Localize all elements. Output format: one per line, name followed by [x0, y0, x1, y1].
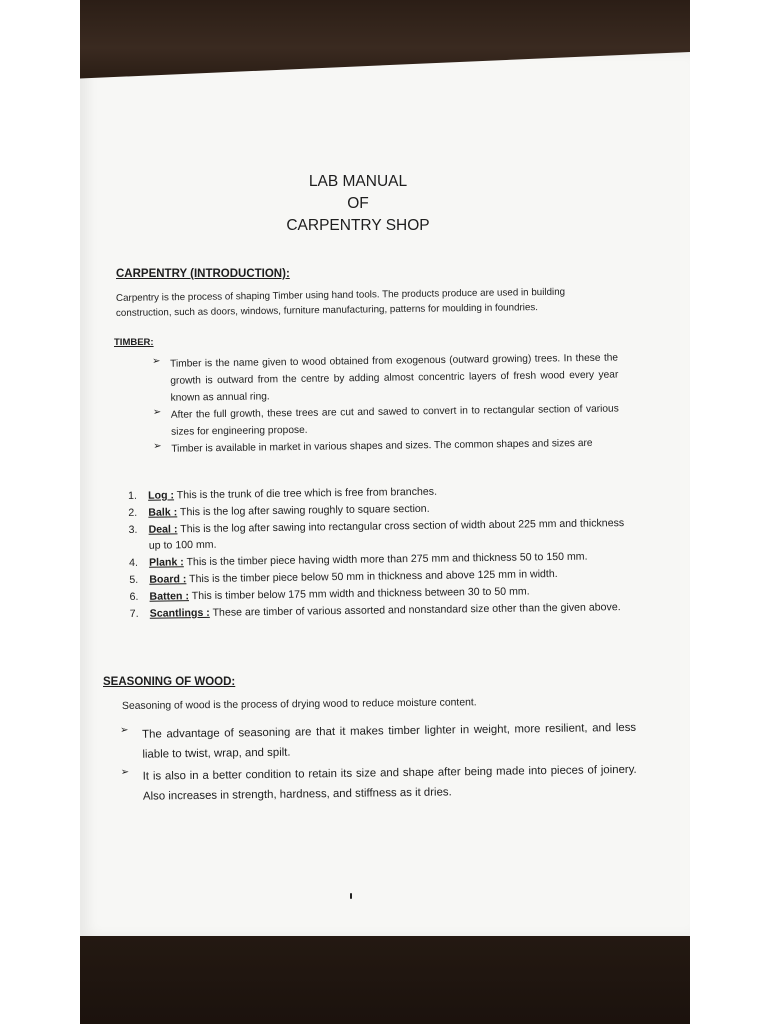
seasoning-bullet: [121, 760, 640, 807]
timber-bullet-text: Timber is the name given to wood obtained from exogenous (outward growing) trees. In these the growth is outward from the centre by adding almost concentric layers of fresh wood every year known as annual ring.: [170, 352, 619, 404]
shape-number: 4.: [128, 556, 138, 569]
shape-term: Log :: [148, 489, 175, 502]
seasoning-bullet-list: [120, 718, 639, 807]
shape-description: This is the timber piece having width more than 275 mm and thickness 50 to 150 mm.: [183, 550, 588, 569]
shape-term: Scantlings :: [149, 606, 210, 620]
shape-number: 3.: [128, 523, 138, 536]
timber-bullet: [152, 349, 623, 407]
shape-number: 1.: [128, 489, 138, 502]
timber-bullet-text: After the full growth, these trees are cut and sawed to convert in to rectangular section of various sizes for engineering propose.: [170, 403, 619, 438]
shape-description: This is the log after sawing roughly to square section.: [177, 502, 430, 519]
shape-term: Board :: [149, 573, 187, 586]
shape-number: 6.: [129, 590, 139, 603]
shape-description: This is the trunk of die tree which is free from branches.: [173, 485, 438, 502]
seasoning-bullet: [120, 718, 639, 765]
timber-bullet-list: [152, 349, 623, 458]
shape-term: Plank :: [148, 556, 184, 569]
title-line-3: CARPENTRY SHOP: [286, 217, 430, 234]
intro-para-line-1: Carpentry is the process of shaping Timber using hand tools. The products produce are used in building: [115, 286, 566, 304]
arrow-bullet-icon: ➢: [120, 766, 130, 778]
title-line-2: OF: [347, 195, 369, 212]
arrow-bullet-icon: ➢: [153, 440, 162, 452]
shape-term: Batten :: [149, 590, 190, 603]
seasoning-bullet-text: The advantage of seasoning are that it makes timber lighter in weight, more resilient, and less liable to twist, wrap, and spilt.: [142, 721, 637, 761]
seasoning-para: Seasoning of wood is the process of drying wood to reduce moisture content.: [121, 697, 477, 712]
intro-heading: CARPENTRY (INTRODUCTION):: [116, 268, 290, 280]
arrow-bullet-icon: ➢: [120, 724, 129, 736]
shape-description: This is timber below 175 mm width and thickness between 30 to 50 mm.: [188, 585, 530, 603]
timber-heading: TIMBER:: [114, 337, 154, 348]
title-line-1: LAB MANUAL: [308, 173, 408, 190]
arrow-bullet-icon: ➢: [152, 355, 161, 367]
intro-para-line-2: construction, such as doors, windows, furniture manufacturing, patterns for moulding in foundries.: [115, 302, 539, 319]
arrow-bullet-icon: ➢: [152, 406, 162, 418]
seasoning-bullet-text: It is also in a better condition to retain its size and shape after being made into pieces of joinery. Also increases in strength, hardness, and stiffness as it dries.: [142, 763, 637, 803]
shape-number: 2.: [128, 506, 138, 519]
shape-description: This is the log after sawing into rectangular cross section of width about 225 mm and thickness up to 100 mm.: [148, 517, 625, 552]
seasoning-heading: SEASONING OF WOOD:: [103, 676, 236, 688]
ink-speck: [350, 893, 352, 899]
shape-description: These are timber of various assorted and nonstandard size other than the given above.: [209, 601, 621, 619]
shape-number: 5.: [129, 573, 139, 586]
shape-number: 7.: [129, 607, 139, 620]
timber-shapes-list: [128, 481, 630, 622]
shape-term: Balk :: [148, 506, 178, 519]
shape-description: This is the timber piece below 50 mm in thickness and above 125 mm in width.: [186, 568, 558, 586]
timber-bullet-text: Timber is available in market in various shapes and sizes. The common shapes and sizes are: [171, 437, 593, 455]
shape-term: Deal :: [148, 523, 178, 536]
